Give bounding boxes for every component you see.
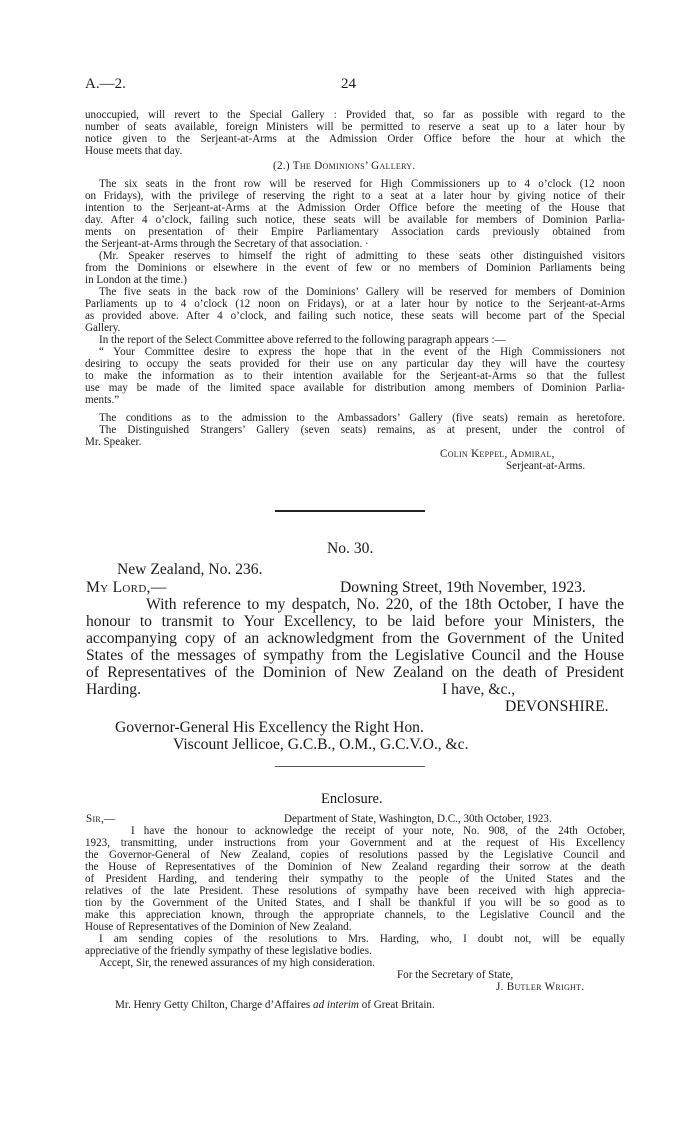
salutation: Sir,— [86,813,116,825]
text-line: on Fridays), with the privilege of reserving the right to a seat at a later hour by giving notice of their [85,190,625,202]
text-line: ments.” [85,394,120,406]
document-reference: A.—2. [85,76,126,92]
section-divider [275,510,425,512]
text-line: ments on presentation of their Empire Parliamentary Association cards previously obtained from [85,226,625,238]
text-line: The six seats in the front row will be reserved for High Commissioners up to 4 o’clock (12 noon [99,178,625,190]
text-line: from the Dominions or elsewhere in the event of few or no members of Dominion Parliaments being [85,262,625,274]
text-line: of Representatives of the Dominion of New Zealand on the death of President [86,664,624,681]
despatch-number: No. 30. [327,540,374,557]
text-line: use may be made of the limited space available for distribution among members of Dominion Parlia- [85,382,625,394]
despatch-reference: New Zealand, No. 236. [117,561,263,578]
text-line: make this appreciation known, through the appropriate channels, to the Legislative Council and the [85,909,625,921]
enclosure-heading: Enclosure. [321,791,383,807]
text-line: accompanying copy of an acknowledgment from the Government of the United [86,630,624,647]
text-line: relatives of the late President. These resolutions of sympathy have been received with high apprecia- [85,885,625,897]
text-line: intention to the Serjeant-at-Arms at the Admission Order Office before the meeting of the House that [85,202,625,214]
section-heading: (2.) The Dominions’ Gallery. [273,160,416,172]
text-line: in London at the time.) [85,274,187,286]
recipient-italic: ad interim [313,999,359,1011]
text-line: the House of Representatives of the Dominion of New Zealand regarding their sorrow at the death [85,861,625,873]
salutation: My Lord,— [86,579,167,596]
recipient-line [115,999,435,1011]
text-line: 1923, transmitting, under instructions from your Government and at the request of His Excellency [85,837,625,849]
text-line: unoccupied, will revert to the Special Gallery : Provided that, so far as possible with regard to the [85,109,625,121]
text-line: tion by the Government of the United States, and I shall be thankful if you will be so good as to [85,897,625,909]
text-line: appreciative of the friendly sympathy of these legislative bodies. [85,945,372,957]
text-line: desiring to occupy the seats provided for their use on any particular day they will have the courtesy [85,358,625,370]
closing: I have, &c., [442,681,516,698]
text-line: the Serjeant-at-Arms through the Secretary of that association. · [85,238,369,250]
text-line: With reference to my despatch, No. 220, of the 18th October, I have the [146,596,624,613]
accept-line: Accept, Sir, the renewed assurances of my high consideration. [99,957,375,969]
text-line: Harding. [86,681,141,698]
recipient-tail: of Great Britain. [358,999,435,1011]
text-line: (Mr. Speaker reserves to himself the right of admitting to these seats other distinguished visitors [99,250,625,262]
text-line: number of seats available, foreign Ministers will be permitted to reserve a seat up to a later hour by [85,121,625,133]
section-divider [275,766,425,767]
recipient-name: Mr. Henry Getty Chilton, Charge d’Affaires [115,999,314,1011]
text-line: to make the information as to their intention available for the Serjeant-at-Arms so that the fullest [85,370,625,382]
place-date: Downing Street, 19th November, 1923. [340,579,586,596]
text-line: The five seats in the back row of the Dominions’ Gallery will be reserved for members of Dominion [99,286,625,298]
text-line: The Distinguished Strangers’ Gallery (seven seats) remains, as at present, under the control of [99,424,625,436]
text-line: House of Representatives of the Dominion of New Zealand. [85,921,352,933]
place-date: Department of State, Washington, D.C., 30th October, 1923. [284,813,552,825]
page-number: 24 [341,76,356,92]
signer: DEVONSHIRE. [505,698,609,715]
text-line: House meets that day. [85,145,183,157]
text-line: States of the messages of sympathy from the Legislative Council and the House [86,647,624,664]
text-line: Parliaments up to 4 o’clock (12 noon on Fridays), or at a later hour by notice to the Serjeant-at-Arms [85,298,625,310]
signer: J. Butler Wright. [496,981,585,993]
text-line: of President Harding, and tendering their sympathy to the people of the United States and the [85,873,625,885]
addressee-line-2: Viscount Jellicoe, G.C.B., O.M., G.C.V.O., &c. [173,736,469,753]
text-line: In the report of the Select Committee above referred to the following paragraph appears :— [99,334,506,346]
text-line: notice given to the Serjeant-at-Arms at the Admission Order Office before the hour at which the [85,133,625,145]
text-line: day. After 4 o’clock, failing such notice, these seats will be available for members of Dominion Parlia- [85,214,625,226]
text-line: the Governor-General of New Zealand, copies of resolutions passed by the Legislative Council and [85,849,625,861]
for-line: For the Secretary of State, [397,969,514,981]
text-line: “ Your Committee desire to express the hope that in the event of the High Commissioners not [99,346,625,358]
signature-name: Colin Keppel, Admiral, [440,448,555,460]
text-line: Gallery. [85,322,121,334]
signature-title: Serjeant-at-Arms. [506,460,586,472]
addressee-line-1: Governor-General His Excellency the Right Hon. [115,719,424,736]
text-line: honour to transmit to Your Excellency, to be laid before your Ministers, the [86,613,624,630]
text-line: The conditions as to the admission to the Ambassadors’ Gallery (five seats) remain as heretofore. [99,412,625,424]
text-line: I am sending copies of the resolutions to Mrs. Harding, who, I doubt not, will be equally [99,933,625,945]
text-line: I have the honour to acknowledge the receipt of your note, No. 908, of the 24th October, [131,825,625,837]
text-line: Mr. Speaker. [85,436,142,448]
text-line: as provided above. After 4 o’clock, and failing such notice, these seats will become part of the Special [85,310,625,322]
